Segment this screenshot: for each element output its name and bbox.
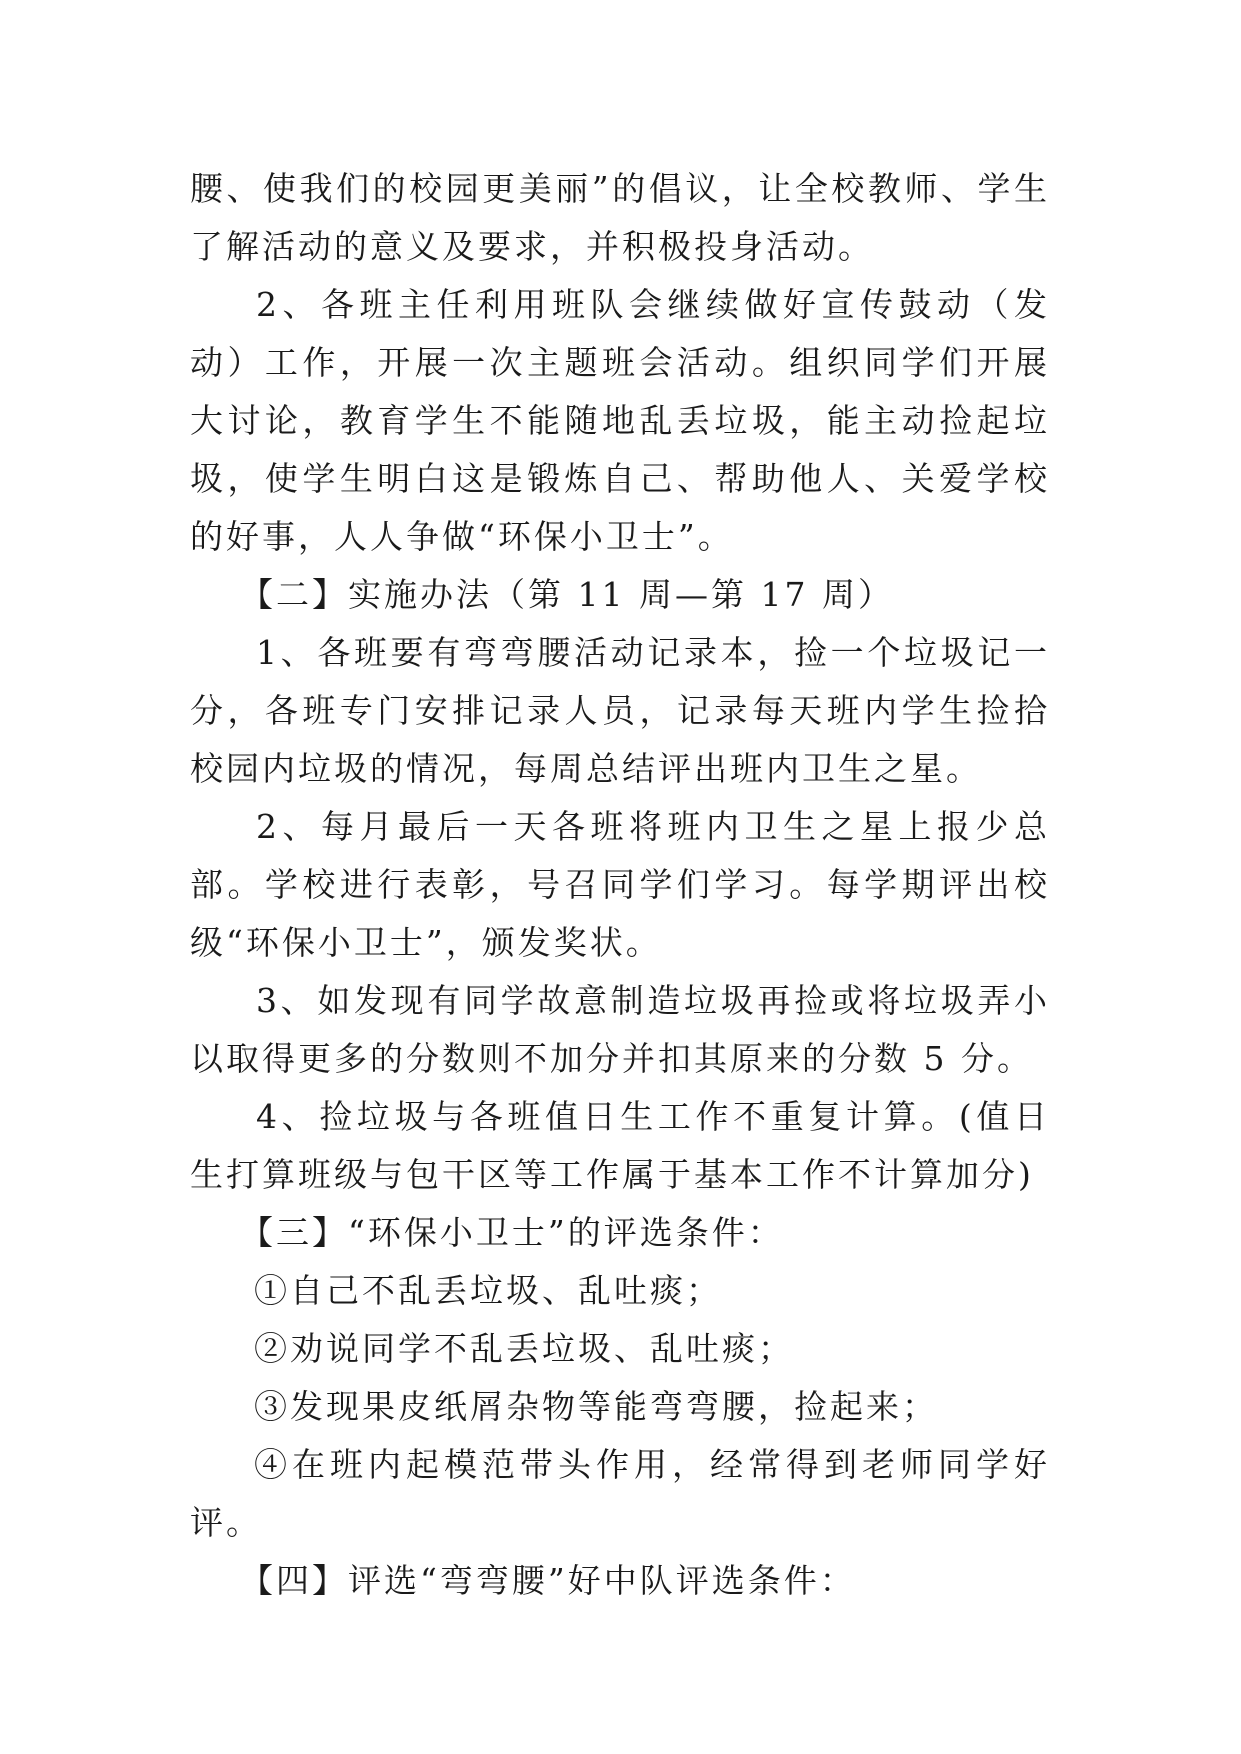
paragraph-item-4-duty: 4、捡垃圾与各班值日生工作不重复计算。(值日生打算班级与包干区等工作属于基本工作不计算加分) <box>190 1097 1050 1194</box>
paragraph-continuation: 腰、使我们的校园更美丽”的倡议，让全校教师、学生了解活动的意义及要求，并积极投身活动。 <box>190 169 1050 266</box>
criteria-item-2: ②劝说同学不乱丢垃圾、乱吐痰； <box>254 1329 794 1368</box>
paragraph-item-3-penalty: 3、如发现有同学故意制造垃圾再捡或将垃圾弄小以取得更多的分数则不加分并扣其原来的分数 5 分。 <box>190 981 1050 1078</box>
section-heading-4: 【四】评选“弯弯腰”好中队评选条件： <box>240 1561 856 1600</box>
document-body <box>190 160 1050 1610</box>
criteria-item-1: ①自己不乱丢垃圾、乱吐痰； <box>254 1271 722 1310</box>
criteria-item-4: ④在班内起模范带头作用，经常得到老师同学好评。 <box>190 1445 1050 1542</box>
section-heading-2: 【二】实施办法（第 11 周—第 17 周） <box>240 575 894 614</box>
paragraph-item-1-record: 1、各班要有弯弯腰活动记录本，捡一个垃圾记一分，各班专门安排记录人员，记录每天班内学生捡拾校园内垃圾的情况，每周总结评出班内卫生之星。 <box>190 633 1050 788</box>
paragraph-item-2-publicity: 2、各班主任利用班队会继续做好宣传鼓动（发动）工作，开展一次主题班会活动。组织同学们开展大讨论，教育学生不能随地乱丢垃圾，能主动捡起垃圾，使学生明白这是锻炼自己、帮助他人、关爱学校的好事，人人争做“环保小卫士”。 <box>190 285 1050 556</box>
criteria-item-3: ③发现果皮纸屑杂物等能弯弯腰，捡起来； <box>254 1387 938 1426</box>
section-heading-3: 【三】“环保小卫士”的评选条件： <box>240 1213 784 1252</box>
paragraph-item-2-report: 2、每月最后一天各班将班内卫生之星上报少总部。学校进行表彰，号召同学们学习。每学期评出校级“环保小卫士”，颁发奖状。 <box>190 807 1050 962</box>
